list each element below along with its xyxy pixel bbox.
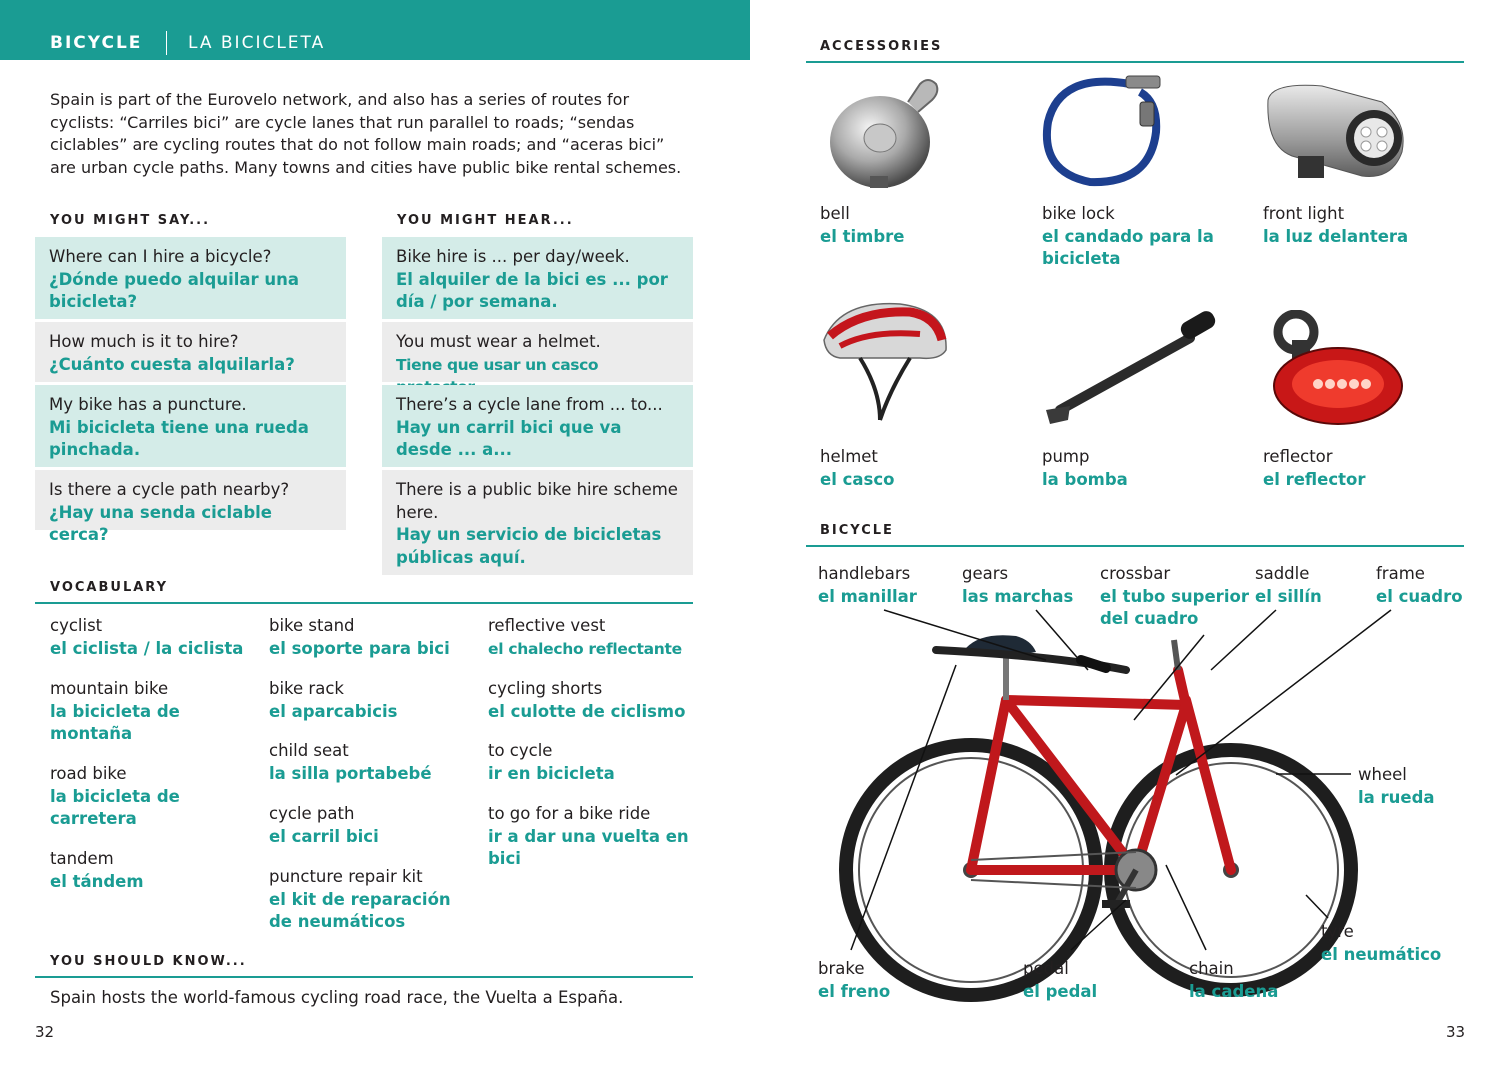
accessories-rule: [806, 61, 1464, 63]
vocab-item: puncture repair kit el kit de reparación de neumáticos: [269, 867, 451, 931]
say-phrase-en: Is there a cycle path nearby?: [49, 480, 290, 499]
say-phrase-en: How much is it to hire?: [49, 332, 239, 351]
part-label-brake: brake el freno: [818, 959, 891, 1001]
accessory-label-pump: pump la bomba: [1042, 447, 1128, 489]
part-label-tyre: tyre el neumático: [1321, 922, 1442, 964]
know-rule: [35, 976, 693, 978]
vocabulary-heading: VOCABULARY: [50, 580, 169, 595]
accessory-label-bike-lock: bike lock el candado para la bicicleta: [1042, 204, 1214, 268]
part-label-saddle: saddle el sillín: [1255, 564, 1322, 606]
hear-phrase-1: [382, 237, 693, 319]
say-phrase-es: Mi bicicleta tiene una rueda pinchada.: [49, 417, 309, 459]
accessory-label-helmet: helmet el casco: [820, 447, 895, 489]
say-phrase-3: [35, 385, 346, 467]
part-label-wheel: wheel la rueda: [1358, 765, 1435, 807]
page-number-left: 32: [35, 1023, 55, 1041]
accessory-label-bell: bell el timbre: [820, 204, 905, 246]
vocab-item: cyclist el ciclista / la ciclista: [50, 616, 244, 658]
vocab-item: mountain bike la bicicleta de montaña: [50, 679, 180, 743]
hear-phrase-en: Bike hire is ... per day/week.: [396, 247, 630, 266]
say-phrase-2: [35, 322, 346, 382]
part-label-chain: chain la cadena: [1189, 959, 1279, 1001]
vocab-item: to go for a bike ride ir a dar una vuelta en bici: [488, 804, 689, 868]
vocab-item: to cycle ir en bicicleta: [488, 741, 615, 783]
hear-phrase-en: There is a public bike hire scheme here.: [396, 480, 678, 522]
you-should-know-heading: YOU SHOULD KNOW...: [50, 954, 247, 969]
bicycle-heading: BICYCLE: [820, 523, 894, 538]
hear-phrase-2: [382, 322, 693, 382]
vocabulary-rule: [35, 602, 693, 604]
accessory-label-front-light: front light la luz delantera: [1263, 204, 1409, 246]
say-phrase-1: [35, 237, 346, 319]
chapter-header: [0, 0, 750, 60]
bicycle-rule: [806, 545, 1464, 547]
say-phrase-es: ¿Hay una senda ciclable cerca?: [49, 502, 272, 544]
part-label-crossbar: crossbar el tubo superior del cuadro: [1100, 564, 1249, 628]
say-phrase-4: [35, 470, 346, 544]
part-label-handlebars: handlebars el manillar: [818, 564, 917, 606]
hear-phrase-es: Hay un servicio de bicicletas públicas aquí.: [396, 525, 662, 567]
chapter-title-es: LA BICICLETA: [188, 33, 326, 53]
you-might-say-heading: YOU MIGHT SAY...: [50, 213, 211, 228]
hear-phrase-en: There’s a cycle lane from ... to...: [396, 395, 663, 414]
intro-paragraph: Spain is part of the Eurovelo network, and also has a series of routes for cyclists: “Carriles bici” are cycle lanes that run parallel to roads; “sendas ciclables” are cycling routes that do not follow main roads; and “aceras bici” are urban cycle paths. Many towns and cities have public bike rental schemes.: [50, 90, 682, 177]
vocab-item: tandem el tándem: [50, 849, 144, 891]
hear-phrase-en: You must wear a helmet.: [396, 332, 601, 351]
you-should-know-text: Spain hosts the world-famous cycling road race, the Vuelta a España.: [50, 988, 624, 1007]
vocab-item: road bike la bicicleta de carretera: [50, 764, 180, 828]
you-might-hear-heading: YOU MIGHT HEAR...: [397, 213, 574, 228]
vocab-item: cycling shorts el culotte de ciclismo: [488, 679, 686, 721]
vocab-item: cycle path el carril bici: [269, 804, 379, 846]
accessories-heading: ACCESSORIES: [820, 39, 943, 54]
vocab-item: bike rack el aparcabicis: [269, 679, 398, 721]
bell-image: [820, 72, 950, 192]
hear-phrase-es: El alquiler de la bici es ... por día / por semana.: [396, 269, 668, 311]
front-light-image: [1262, 72, 1412, 192]
accessory-label-reflector: reflector el reflector: [1263, 447, 1366, 489]
vocab-item: bike stand el soporte para bici: [269, 616, 450, 658]
say-phrase-es: ¿Dónde puedo alquilar una bicicleta?: [49, 269, 300, 311]
say-phrase-es: ¿Cuánto cuesta alquilarla?: [49, 354, 295, 374]
pump-image: [1040, 310, 1230, 430]
chapter-title-en: BICYCLE: [50, 33, 143, 53]
hear-phrase-4: [382, 470, 693, 575]
hear-phrase-es: Hay un carril bici que va desde ... a...: [396, 417, 622, 459]
part-label-frame: frame el cuadro: [1376, 564, 1463, 606]
page-number-right: 33: [1446, 1023, 1466, 1041]
hear-phrase-3: [382, 385, 693, 467]
hear-phrase-es: Tiene que usar un casco: [396, 355, 599, 374]
say-phrase-en: Where can I hire a bicycle?: [49, 247, 272, 266]
part-label-pedal: pedal el pedal: [1023, 959, 1098, 1001]
say-phrase-en: My bike has a puncture.: [49, 395, 247, 414]
part-label-gears: gears las marchas: [962, 564, 1074, 606]
bike-lock-image: [1040, 72, 1170, 192]
helmet-image: [820, 300, 950, 430]
reflector-image: [1262, 310, 1412, 430]
title-divider: [166, 31, 167, 55]
vocab-item: reflective vest el chalecho reflectante: [488, 616, 682, 658]
vocab-item: child seat la silla portabebé: [269, 741, 432, 783]
